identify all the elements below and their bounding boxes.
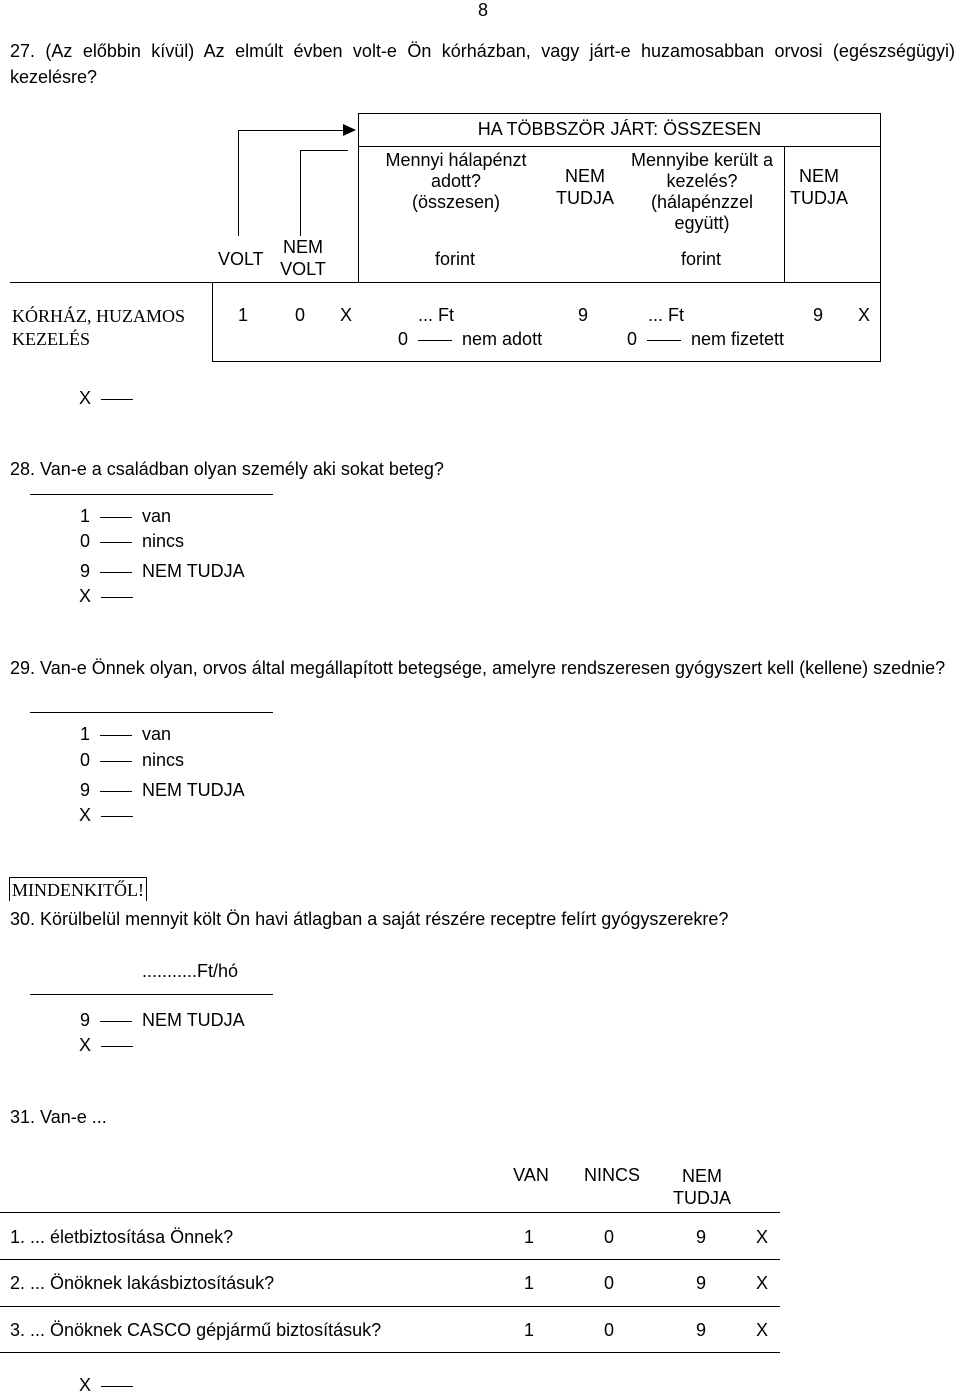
x-option-27[interactable]: X xyxy=(79,388,143,410)
bracket-line-volt xyxy=(238,131,239,236)
q28-option-van[interactable]: 1 van xyxy=(80,506,172,526)
table-top-edge xyxy=(358,113,881,114)
q31-row-2-rule xyxy=(0,1306,780,1307)
header-nem-volt: NEM VOLT xyxy=(280,237,326,279)
question-30-text: 30. Körülbelül mennyit költ Ön havi átlagban a saját részére receptre felírt gyógyszerekre? xyxy=(10,909,729,929)
q29-option-van[interactable]: 1 van xyxy=(80,724,172,744)
ft-field-2[interactable]: ... Ft xyxy=(648,305,684,325)
code-x[interactable]: X xyxy=(340,305,353,325)
q31-option-x[interactable]: X xyxy=(79,1375,143,1397)
bracket-line-nem-volt xyxy=(300,151,301,236)
table-row-bottom xyxy=(212,361,881,362)
question-28-rule xyxy=(30,494,273,495)
nem-fizetett-option[interactable]: 0 nem fizetett xyxy=(627,329,785,349)
table-header-divider xyxy=(358,146,881,147)
q31-row-2-code-9[interactable]: 9 xyxy=(696,1273,707,1293)
q31-row-3-rule xyxy=(0,1352,780,1353)
code-0[interactable]: 0 xyxy=(295,305,306,325)
q30-option-x[interactable]: X xyxy=(79,1035,143,1057)
question-28-text: 28. Van-e a családban olyan személy aki sokat beteg? xyxy=(10,459,444,479)
row-label: KÓRHÁZ, HUZAMOS KEZELÉS xyxy=(12,306,186,349)
q31-row-1-code-9[interactable]: 9 xyxy=(696,1227,707,1247)
table-row-top xyxy=(10,282,881,283)
header-nem-tudja-2: NEM TUDJA xyxy=(790,166,848,208)
question-29-rule xyxy=(30,712,273,713)
nem-adott-option[interactable]: 0 nem adott xyxy=(398,329,543,349)
arrow-line-bottom xyxy=(300,150,348,151)
arrow-line-top xyxy=(238,130,348,131)
q31-row-1-code-x[interactable]: X xyxy=(756,1227,769,1247)
q31-row-3-code-0[interactable]: 0 xyxy=(604,1320,615,1340)
q28-option-nincs[interactable]: 0 nincs xyxy=(80,531,185,551)
x-code-end[interactable]: X xyxy=(858,305,871,325)
code-1[interactable]: 1 xyxy=(238,305,249,325)
page-number: 8 xyxy=(478,0,489,20)
header-nincs: NINCS xyxy=(583,1165,640,1185)
question-31-text: 31. Van-e ... xyxy=(10,1107,107,1127)
nem-tudja-code-2[interactable]: 9 xyxy=(813,305,824,325)
q31-row-2-code-0[interactable]: 0 xyxy=(604,1273,615,1293)
q31-row-2-code-1[interactable]: 1 xyxy=(524,1273,535,1293)
question-27-text: 27. (Az előbbin kívül) Az elmúlt évben volt-e Ön kórházban, vagy járt-e huzamosabban orvosi (egészségügyi) kezelésre? xyxy=(10,41,955,87)
ft-field-1[interactable]: ... Ft xyxy=(418,305,454,325)
q31-row-1-code-0[interactable]: 0 xyxy=(604,1227,615,1247)
header-ha-tobbszor: HA TÖBBSZÖR JÁRT: ÖSSZESEN xyxy=(477,119,762,139)
q28-option-x[interactable]: X xyxy=(79,586,143,608)
q29-option-nincs[interactable]: 0 nincs xyxy=(80,750,185,770)
q31-row-3-code-x[interactable]: X xyxy=(756,1320,769,1340)
question-30-rule xyxy=(30,994,273,995)
header-kerult: Mennyibe került a kezelés? (hálapénzzel együtt) xyxy=(630,150,774,233)
q31-row-3-label: 3. ... Önöknek CASCO gépjármű biztosításuk? xyxy=(10,1320,382,1340)
table-row-left xyxy=(212,282,213,362)
header-nem-tudja-1: NEM TUDJA xyxy=(556,166,614,208)
header-van: VAN xyxy=(513,1165,549,1185)
arrow-head-icon xyxy=(343,123,357,137)
mindenkitol-label: MINDENKITŐL! xyxy=(9,877,147,901)
forint-label-2: forint xyxy=(680,249,722,269)
q31-header-rule xyxy=(0,1212,780,1213)
q30-option-nem-tudja[interactable]: 9 NEM TUDJA xyxy=(80,1010,245,1030)
q31-row-1-rule xyxy=(0,1259,780,1260)
q29-option-nem-tudja[interactable]: 9 NEM TUDJA xyxy=(80,780,245,800)
question-29-text: 29. Van-e Önnek olyan, orvos által megállapított betegsége, amelyre rendszeresen gyógyszert kell (kellene) szednie? xyxy=(10,658,946,678)
header-nem-tudja: NEM TUDJA xyxy=(673,1166,731,1208)
q31-row-1-code-1[interactable]: 1 xyxy=(524,1227,535,1247)
forint-label-1: forint xyxy=(434,249,476,269)
q29-option-x[interactable]: X xyxy=(79,805,143,827)
q31-row-2-code-x[interactable]: X xyxy=(756,1273,769,1293)
q30-amount-field[interactable]: ...........Ft/hó xyxy=(142,961,239,981)
q31-row-3-code-1[interactable]: 1 xyxy=(524,1320,535,1340)
q28-option-nem-tudja[interactable]: 9 NEM TUDJA xyxy=(80,561,245,581)
q31-row-2-label: 2. ... Önöknek lakásbiztosításuk? xyxy=(10,1273,275,1293)
q31-row-1-label: 1. ... életbiztosítása Önnek? xyxy=(10,1227,234,1247)
header-volt: VOLT xyxy=(218,249,264,269)
nem-tudja-code-1[interactable]: 9 xyxy=(578,305,589,325)
table-right-edge xyxy=(880,113,881,362)
q31-row-3-code-9[interactable]: 9 xyxy=(696,1320,707,1340)
header-halapenz: Mennyi hálapénzt adott? (összesen) xyxy=(385,150,527,212)
